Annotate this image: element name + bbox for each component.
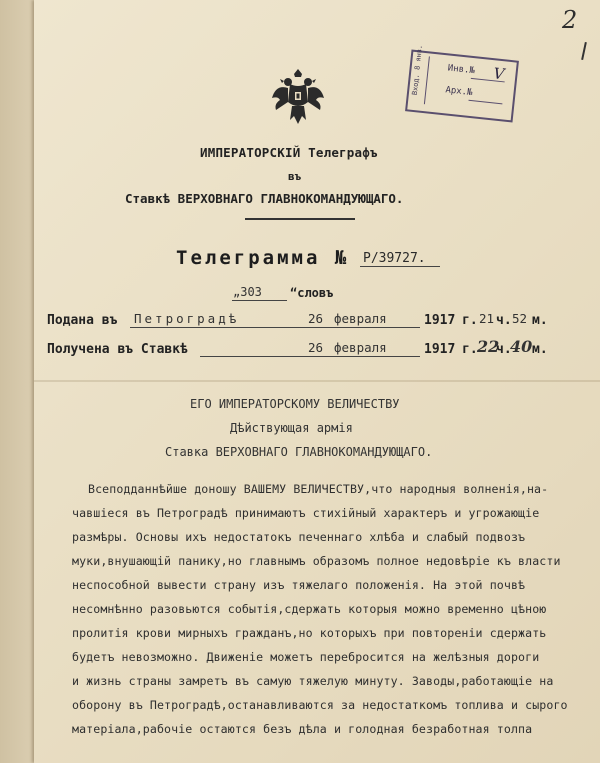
stamp-archive-label: Арх.№: [444, 85, 473, 99]
submitted-label: Подана въ: [47, 313, 118, 328]
submitted-minute: 52: [512, 311, 528, 326]
telegram-title: Телеграмма №: [176, 247, 350, 269]
stamp-side-column: [410, 44, 430, 104]
submitted-month: февраля: [334, 311, 387, 326]
body-line: размѣры. Основы ихъ недостатокъ печеннаго хлѣба и слабый подвозъ: [72, 530, 526, 544]
submitted-g: г.: [462, 313, 478, 328]
double-headed-eagle-icon: [270, 68, 326, 126]
received-ch: ч.: [496, 342, 512, 357]
underline: [200, 356, 420, 357]
body-line: Всеподданнѣйше доношу ВАШЕМУ ВЕЛИЧЕСТВУ,что народныя волненiя,на-: [88, 482, 549, 496]
word-count: „303: [233, 285, 262, 299]
header-preposition: въ: [288, 170, 302, 183]
address-line-1: ЕГО ИМПЕРАТОРСКОМУ ВЕЛИЧЕСТВУ: [190, 397, 400, 411]
submitted-day: 26: [308, 311, 324, 326]
submitted-year: 1917: [424, 313, 456, 328]
body-line: и жизнь страны замретъ въ самую тяжелую минуту. Заводы,работающiе на: [72, 674, 554, 688]
paper-fold: [34, 380, 600, 382]
body-line: неспособной вывести страну изъ тяжелаго положенiя. На этой почвѣ: [72, 578, 526, 592]
word-count-label: “словъ: [290, 286, 334, 300]
corner-page-mark: 2: [562, 6, 578, 34]
body-line: муки,внушающiй панику,но главнымъ образомъ полное недовѣрiе къ власти: [72, 554, 561, 568]
underline: [360, 266, 440, 267]
header-line-2: Ставкѣ ВЕРХОВНАГО ГЛАВНОКОМАНДУЮЩАГО.: [125, 191, 404, 206]
received-month: февраля: [334, 340, 387, 355]
body-line: будетъ невозможно. Движенiе можетъ перебросится на желѣзныя дороги: [72, 650, 540, 664]
received-year: 1917: [424, 342, 456, 357]
header-line-1: ИМПЕРАТОРСКIЙ Телеграфъ: [200, 145, 378, 160]
submitted-city: Петроградѣ: [134, 311, 240, 326]
body-line: несомнѣнно разовьются событiя,сдержать которыя можно временно цѣною: [72, 602, 547, 616]
received-m: м.: [532, 342, 548, 357]
received-day: 26: [308, 340, 324, 355]
stamp-handwritten-mark: V: [492, 64, 506, 84]
submitted-ch: ч.: [496, 313, 512, 328]
stamp-inventory-label: Инв.№: [447, 63, 476, 77]
body-line: оборону въ Петроградѣ,останавливаются за недостаткомъ топлива и сырого: [72, 698, 568, 712]
body-line: пролитiя крови мирныхъ гражданъ,но которыхъ при повторенiи сдержать: [72, 626, 547, 640]
received-minute: 40: [510, 337, 533, 356]
underline: [232, 300, 287, 301]
body-line: матерiала,рабочiе остаются безъ дѣла и голодная безработная толпа: [72, 722, 533, 736]
header-divider: [245, 218, 355, 220]
received-label: Получена въ Ставкѣ: [47, 342, 188, 357]
stamp-side-text: Вход. 8 янв.: [410, 44, 425, 96]
submitted-m: м.: [532, 313, 548, 328]
submitted-hour: 21: [479, 311, 495, 326]
received-g: г.: [462, 342, 478, 357]
underline: [130, 327, 420, 328]
address-line-2: Дѣйствующая армiя: [230, 421, 353, 435]
received-hour: 22: [477, 337, 500, 356]
address-line-3: Ставка ВЕРХОВНАГО ГЛАВНОКОМАНДУЮЩАГО.: [165, 445, 433, 459]
archive-stamp: [405, 44, 519, 123]
body-line: чавшiеся въ Петроградѣ принимаютъ стихiйный характеръ и угрожающiе: [72, 506, 540, 520]
stamp-line: [468, 100, 502, 105]
telegram-number: Р/39727.: [363, 251, 426, 266]
